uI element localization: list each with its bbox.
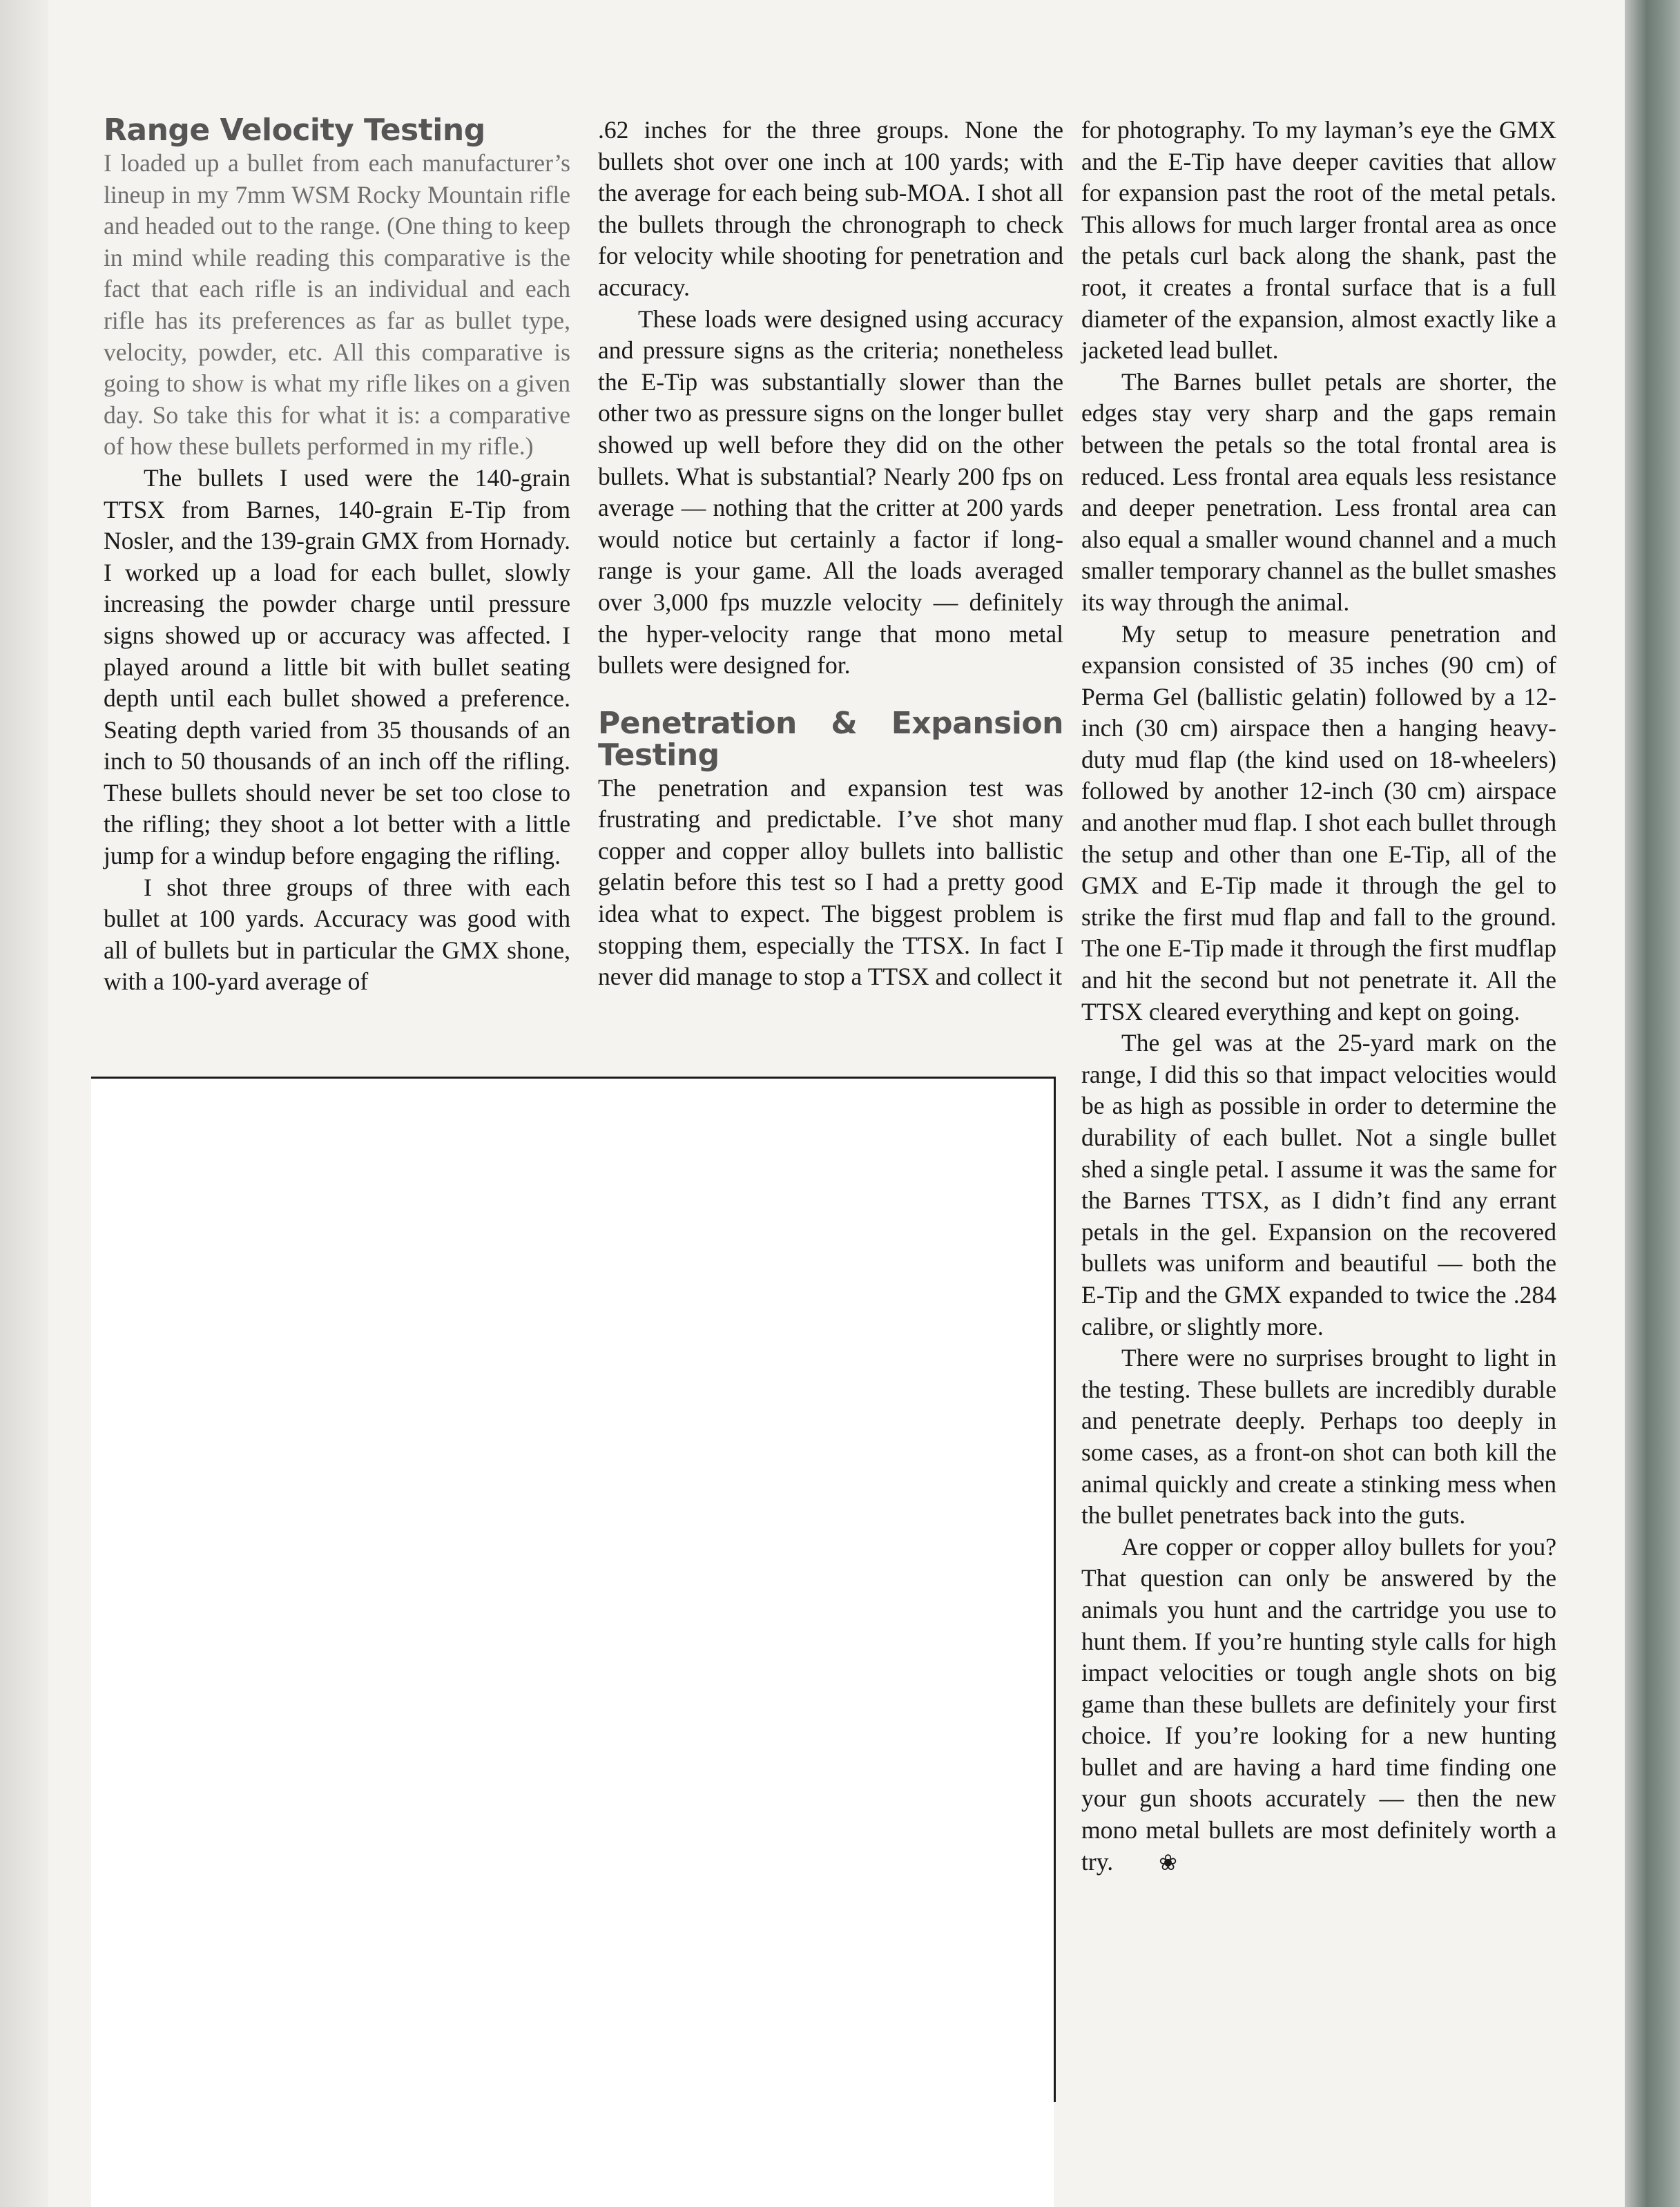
image-frame-top-rule — [91, 1077, 1055, 1079]
paragraph-text: Are copper or copper alloy bullets for you? That question can only be answered by the animals you hunt and the cartridge you use to hunt them. If you’re hunting style calls for high impact velocities or tough angle shots on big game than these bullets are definitely your first choice. If you’re looking for a new hunting bullet and are having a hard time finding one your gun shoots accurately — then the new mono metal bullets are most definitely worth a try. — [1081, 1532, 1556, 1876]
article-column-2 — [598, 115, 1063, 993]
page-edge-left — [0, 0, 48, 2207]
paragraph: The penetration and expansion test was frustrating and predictable. I’ve shot many copper and copper alloy bullets into ballistic gelatin before this test so I had a pretty good idea what to expect. The biggest problem is stopping them, especially the TTSX. In fact I never did manage to stop a TTSX and collect it — [598, 773, 1063, 991]
article-column-3 — [1081, 115, 1556, 1878]
paragraph: I shot three groups of three with each bullet at 100 yards. Accuracy was good with all of bullets but in particular the GMX shone, with a 100-yard average of — [104, 873, 570, 996]
section-heading-penetration-expansion: Penetration & Expansion Testing — [598, 705, 1063, 773]
paragraph: My setup to measure penetration and expansion consisted of 35 inches (90 cm) of Perma Gel (ballistic gelatin) followed by a 12-inch (30 cm) airspace then a hanging heavy-duty mud flap (the kind used on 18-wheelers) followed by another 12-inch (30 cm) airspace and another mud flap. I shot each bullet through the setup and other than one E-Tip, all of the GMX and E-Tip made it through the gel to strike the first mud flap and fall to the ground. The one E-Tip made it through the first mudflap and hit the second but not penetrate it. All the TTSX cleared everything and kept on going. — [1081, 619, 1556, 1025]
paragraph: for photography. To my layman’s eye the GMX and the E-Tip have deeper cavities that allow for expansion past the root of the metal petals. This allows for much larger frontal area as once the petals curl back along the shank, past the root, it creates a frontal surface that is a full diameter of the expansion, almost exactly like a jacketed lead bullet. — [1081, 116, 1556, 365]
image-placeholder — [91, 1079, 1054, 2207]
paragraph: .62 inches for the three groups. None the bullets shot over one inch at 100 yards; with the average for each being sub-MOA. I shot all the bullets through the chronograph to check for velocity while shooting for penetration and accuracy. — [598, 116, 1063, 301]
paragraph: The bullets I used were the 140-grain TTSX from Barnes, 140-grain E-Tip from Nosler, and the 139-grain GMX from Hornady. I worked up a load for each bullet, slowly increasing the powder charge until pressure signs showed up or accuracy was affected. I played around a little bit with bullet seating depth until each bullet showed a preference. Seating depth varied from 35 thousands of an inch to 50 thousands of an inch off the rifling. These bullets should never be set too close to the rifling; they shoot a lot better with a little jump for a windup before engaging the rifling. — [104, 463, 570, 870]
paragraph: The gel was at the 25-yard mark on the range, I did this so that impact velocities would be as high as possible in order to determine the durability of each bullet. Not a single bullet shed a single petal. I assume it was the same for the Barnes TTSX, as I didn’t find any errant petals in the gel. Expansion on the recovered bullets was uniform and beautiful — both the E-Tip and the GMX expanded to twice the .284 calibre, or slightly more. — [1081, 1029, 1556, 1340]
paragraph: These loads were designed using accuracy and pressure signs as the criteria; nonetheless the E-Tip was substantially slower than the other two as pressure signs on the longer bullet showed up well before they did on the other bullets. What is substantial? Nearly 200 fps on average — nothing that the critter at 200 yards would notice but certainly a factor if long-range is your game. All the loads averaged over 3,000 fps muzzle velocity — definitely the hyper-velocity range that mono metal bullets were designed for. — [598, 305, 1063, 680]
paragraph: There were no surprises brought to light in the testing. These bullets are incredibly durable and penetrate deeply. Perhaps too deeply in some cases, as a front-on shot can both kill the animal quickly and create a stinking mess when the bullet penetrates back into the guts. — [1081, 1344, 1556, 1530]
paw-print-icon: ❀ — [1159, 1849, 1177, 1875]
paragraph: I loaded up a bullet from each manufacturer’s lineup in my 7mm WSM Rocky Mountain rifle and headed out to the range. (One thing to keep in mind while reading this comparative is the fact that each rifle is an individual and each rifle has its preferences as far as bullet type, velocity, powder, etc. All this comparative is going to show is what my rifle likes on a given day. So take this for what it is: a comparative of how these bullets performed in my rifle.) — [104, 149, 570, 461]
image-frame-right-rule — [1054, 1077, 1056, 2102]
section-heading-range-velocity: Range Velocity Testing — [104, 113, 485, 148]
paragraph: The Barnes bullet petals are shorter, the edges stay very sharp and the gaps remain between the petals so the total frontal area is reduced. Less frontal area equals less resistance and deeper penetration. Less frontal area can also equal a smaller wound channel and a much smaller temporary channel as the bullet smashes its way through the animal. — [1081, 367, 1556, 616]
page-edge-right — [1625, 0, 1680, 2207]
article-column-1 — [104, 115, 570, 998]
paragraph — [1081, 1532, 1556, 1879]
